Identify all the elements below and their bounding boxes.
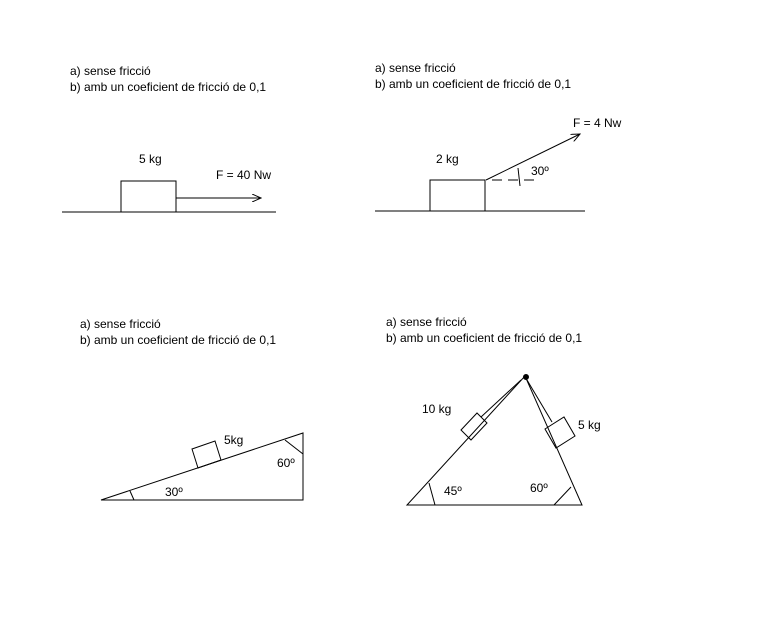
problem-1-label-b: b) amb un coeficient de fricció de 0,1 [70, 80, 267, 94]
problem-2-label-b: b) amb un coeficient de fricció de 0,1 [375, 77, 572, 91]
problem-4-angle-right: 60º [530, 481, 548, 495]
problem-2-angle-tick [518, 168, 520, 186]
problem-4-mass-left: 10 kg [422, 402, 452, 416]
problem-3-top-angle-arc [285, 440, 303, 454]
problem-3-angle-bottom: 30º [165, 485, 183, 499]
problem-3-block [192, 441, 221, 468]
problem-4-rope-left [481, 380, 521, 417]
problem-3-mass: 5kg [224, 433, 244, 447]
problem-4-label-a: a) sense fricció [386, 315, 467, 329]
problem-4-mass-right: 5 kg [578, 418, 601, 432]
problem-1-mass: 5 kg [139, 152, 162, 166]
problem-4-pulley [524, 375, 529, 380]
problem-2-mass: 2 kg [436, 152, 459, 166]
problem-4-rope-right [527, 380, 552, 422]
problem-2 [375, 61, 622, 211]
problem-2-force: F = 4 Nw [573, 116, 622, 130]
problem-3-label-a: a) sense fricció [80, 317, 161, 331]
problem-1-force: F = 40 Nw [216, 168, 272, 182]
problem-2-label-a: a) sense fricció [375, 61, 456, 75]
problem-4-angle-left: 45º [444, 484, 462, 498]
problem-4-label-b: b) amb un coeficient de fricció de 0,1 [386, 331, 583, 345]
problem-4 [386, 315, 601, 505]
problem-4-left-angle-arc [429, 483, 435, 505]
problem-4-block-left [461, 413, 487, 440]
problem-4-double-incline [407, 376, 582, 505]
problem-2-angle: 30º [531, 164, 549, 178]
problem-2-block [430, 180, 485, 211]
problem-1-label-a: a) sense fricció [70, 64, 151, 78]
problem-1-block [121, 181, 176, 212]
problem-3-label-b: b) amb un coeficient de fricció de 0,1 [80, 333, 277, 347]
problem-3-angle-top: 60º [277, 456, 295, 470]
problem-1 [62, 64, 276, 212]
problem-3 [80, 317, 303, 500]
problem-3-bottom-angle-arc [130, 491, 134, 500]
problem-4-right-angle-arc [554, 487, 571, 505]
